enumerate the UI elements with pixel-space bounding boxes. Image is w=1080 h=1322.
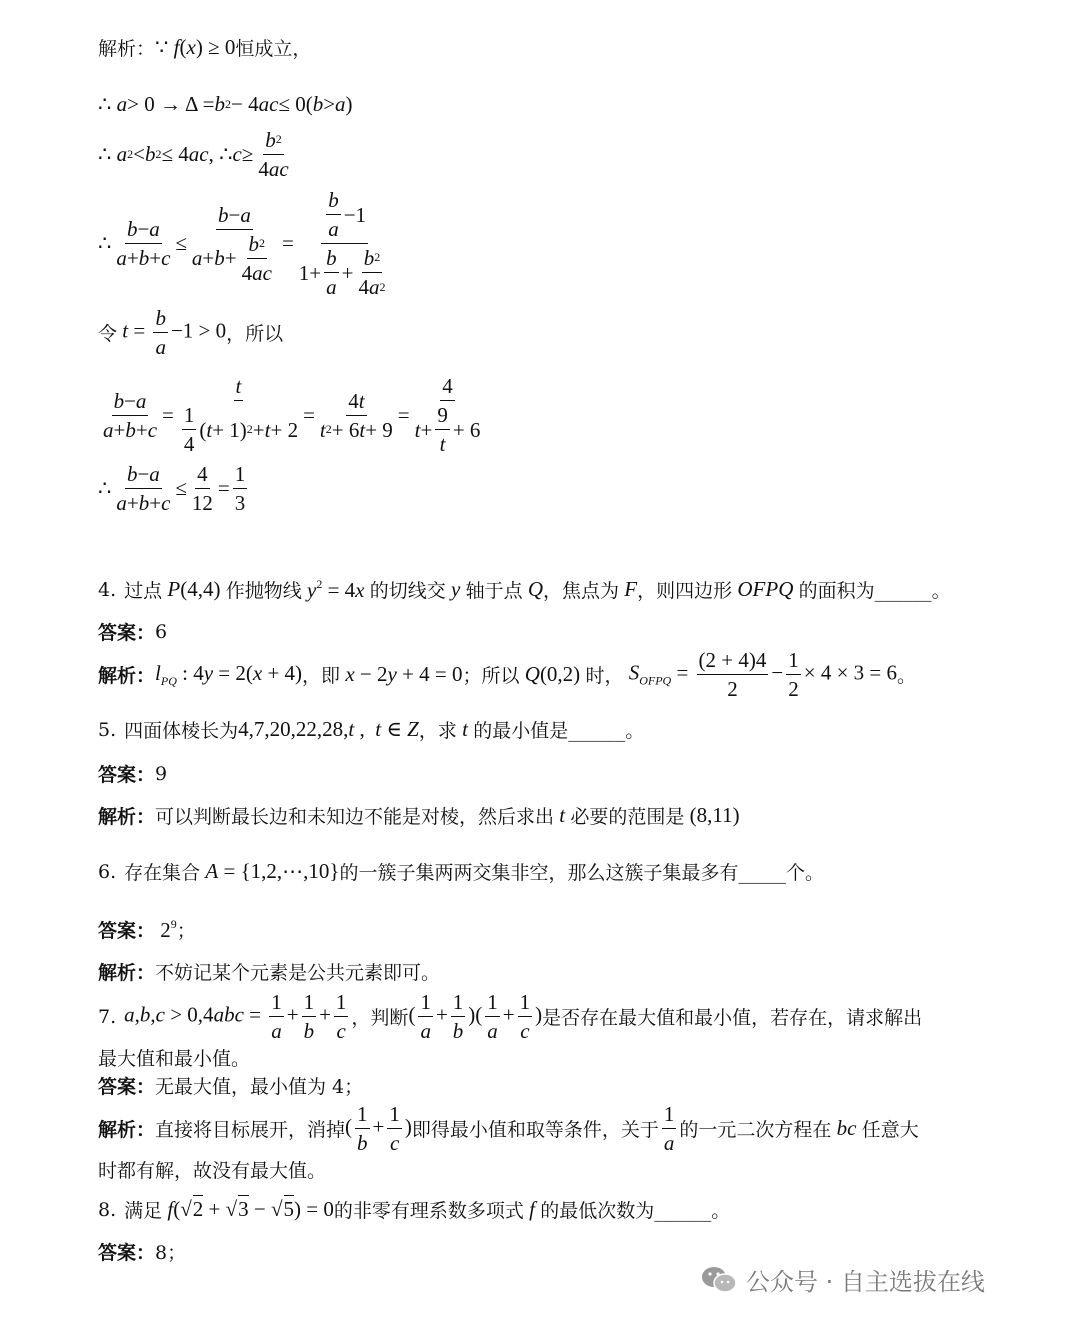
q8-text: 的非零有理系数多项式 bbox=[333, 1200, 524, 1222]
formula: ∴ a > 0 → Δ = b 2 − 4 ac ≤ 0( b > a ) bbox=[98, 92, 353, 116]
watermark-text: 公众号 · 自主选拔在线 bbox=[746, 1268, 985, 1296]
formula: $S_{OFPQ}$ = $\frac{(2 + 4)4}{2}$ − $\frac{1}{2}$ × 4 × 3 = 6 bbox=[628, 648, 898, 702]
sol3-intro bbox=[98, 34, 311, 61]
q4-question bbox=[98, 576, 951, 603]
analysis-label: 解析： bbox=[98, 38, 156, 60]
q4-text: 的切线交 bbox=[369, 580, 446, 602]
q8-question bbox=[98, 1196, 730, 1223]
formula: A = {1,2,⋯,10} bbox=[205, 859, 340, 883]
formula: b − a a + b + c = t $\frac{1}{4}$ ( t + 1) 2 + t + 2 = 4 t t 2 + 6 t + 9 = 4 t + $\frac{9}{t}$ + 6 bbox=[103, 374, 481, 457]
analysis-label: 解析： bbox=[98, 1119, 156, 1142]
answer-value: 9 bbox=[155, 762, 168, 785]
formula: y bbox=[445, 577, 466, 601]
formula: t bbox=[554, 803, 571, 827]
so-text: ，所以 bbox=[226, 323, 284, 346]
formula: ∴ a 2 < b 2 ≤ 4 ac , ∴ c ≥ b 2 4 ac bbox=[98, 128, 289, 182]
q8-text: 的最低次数为______。 bbox=[540, 1200, 731, 1222]
q5-text: ，求 bbox=[418, 720, 457, 742]
analysis-label: 解析： bbox=[98, 806, 156, 828]
q6-text: 存在集合 bbox=[124, 862, 201, 884]
q4-text: 轴于点 bbox=[465, 580, 523, 602]
q5-text: 的最小值是______。 bbox=[473, 720, 645, 742]
q7-text: ，判断 bbox=[351, 1007, 409, 1030]
formula: Q bbox=[522, 577, 544, 601]
formula: ∴ b − a a + b + c ≤ b − a a + b + b 2 4 ac = $\frac{b}{a}$ −1 1+ $\frac{b}{a}$ + b 2 4 a 2 bbox=[98, 188, 386, 300]
formula: bc bbox=[831, 1116, 862, 1141]
q6-analysis-text: 不妨记某个元素是公共元素即可。 bbox=[155, 962, 441, 984]
q7-number: 7. bbox=[98, 1005, 117, 1028]
formula: $\frac{1}{a}$ bbox=[663, 1102, 675, 1156]
let-text: 令 bbox=[98, 323, 118, 346]
q7-text: 最大值和最小值。 bbox=[98, 1048, 251, 1070]
q4-sol-text: ，即 bbox=[302, 665, 341, 688]
sol3-let bbox=[98, 306, 283, 359]
watermark bbox=[700, 1262, 985, 1297]
q7-text: 是否存在最大值和最小值，若存在，请求解出 bbox=[542, 1007, 923, 1030]
q4-analysis bbox=[98, 648, 916, 701]
answer-label: 答案： bbox=[98, 1242, 156, 1264]
q7-analysis bbox=[98, 1102, 919, 1155]
q4-sol-text: ；所以 bbox=[462, 665, 520, 688]
q5-number: 5. bbox=[98, 718, 117, 741]
q4-sol-text: 。 bbox=[897, 665, 917, 688]
answer-label: 答案： bbox=[98, 1076, 156, 1098]
q7-question bbox=[98, 990, 922, 1043]
formula: $l_{PQ}$ : 4y = 2(x + 4) bbox=[155, 660, 303, 688]
answer-label: 答案： bbox=[98, 622, 156, 644]
q4-sol-text: 时， bbox=[585, 665, 624, 688]
q7-sol-text: 直接将目标展开，消掉 bbox=[155, 1119, 346, 1142]
q6-analysis bbox=[98, 958, 440, 985]
q4-text: ，则四边形 bbox=[637, 580, 733, 602]
q7-sol-text: 时都有解，故没有最大值。 bbox=[98, 1160, 327, 1182]
sol3-intro-text: 恒成立， bbox=[235, 38, 312, 60]
formula: $2^9$ bbox=[155, 916, 177, 942]
q5-sol-text: 可以判断最长边和未知边不能是对棱，然后求出 bbox=[155, 806, 555, 828]
q4-text: 的面积为______。 bbox=[798, 580, 951, 602]
formula: (8,11) bbox=[684, 803, 740, 827]
q5-question bbox=[98, 716, 644, 743]
q6-question bbox=[98, 858, 824, 885]
q4-number: 4. bbox=[98, 578, 117, 601]
formula: ∴ b − a a + b + c ≤ $\frac{4}{12}$ = $\frac{1}{3}$ bbox=[98, 462, 246, 516]
q6-answer bbox=[98, 916, 196, 943]
q8-answer bbox=[98, 1238, 186, 1265]
answer-value: 无最大值，最小值为 4； bbox=[155, 1076, 364, 1098]
q5-sol-text: 必要的范围是 bbox=[570, 806, 685, 828]
q4-answer bbox=[98, 618, 167, 645]
formula: a,b,c > 0,4abc = $\frac{1}{a}$ + $\frac{1}{b}$ + $\frac{1}{c}$ bbox=[124, 990, 347, 1044]
q6-answer-suffix: ； bbox=[176, 920, 196, 942]
q7-sol-text: 的一元二次方程在 bbox=[679, 1119, 832, 1142]
q8-text: 满足 bbox=[124, 1200, 163, 1222]
q6-text: 的一簇子集两两交集非空，那么这簇子集最多有_____个。 bbox=[339, 862, 825, 884]
wechat-icon bbox=[700, 1264, 738, 1296]
answer-label: 答案： bbox=[98, 920, 156, 942]
formula: x − 2y + 4 = 0 bbox=[345, 662, 463, 687]
formula: OFPQ bbox=[732, 577, 799, 601]
q5-answer bbox=[98, 760, 167, 787]
answer-label: 答案： bbox=[98, 764, 156, 786]
formula: Q(0,2) bbox=[524, 662, 586, 687]
q5-text: 四面体棱长为 bbox=[124, 720, 239, 742]
analysis-label: 解析： bbox=[98, 665, 156, 688]
formula: F bbox=[619, 577, 638, 601]
formula: $y^2 = 4x$ bbox=[307, 576, 365, 602]
q4-text: 过点 bbox=[124, 580, 163, 602]
formula: ∵ f(x) ≥ 0 bbox=[155, 35, 236, 59]
answer-value: 6 bbox=[155, 620, 168, 643]
formula: t bbox=[456, 717, 474, 741]
formula: P(4,4) bbox=[167, 577, 226, 601]
q7-sol-text: 任意大 bbox=[861, 1119, 919, 1142]
q7-question-cont bbox=[98, 1044, 250, 1071]
formula: ( $\frac{1}{b}$ + $\frac{1}{c}$ ) bbox=[345, 1102, 412, 1156]
q4-text: 作抛物线 bbox=[225, 580, 302, 602]
q7-analysis-cont bbox=[98, 1156, 326, 1183]
formula: f(√2 + √3 − √5) = 0 bbox=[167, 1197, 334, 1221]
q6-number: 6. bbox=[98, 860, 117, 883]
q7-sol-text: 即得最小值和取等条件，关于 bbox=[411, 1119, 659, 1142]
q4-text: ，焦点为 bbox=[543, 580, 620, 602]
formula: 4,7,20,22,28,t , t ∈ Z bbox=[238, 717, 419, 741]
q7-answer bbox=[98, 1072, 363, 1099]
formula: ( $\frac{1}{a}$ + $\frac{1}{b}$ )( $\frac{1}{a}$ + $\frac{1}{c}$ ) bbox=[408, 990, 543, 1044]
analysis-label: 解析： bbox=[98, 962, 156, 984]
formula: t = $\frac{b}{a}$ −1 > 0 bbox=[117, 306, 227, 360]
q5-analysis bbox=[98, 802, 740, 829]
answer-value: 8； bbox=[155, 1242, 187, 1264]
formula: f bbox=[523, 1197, 541, 1221]
q8-number: 8. bbox=[98, 1198, 117, 1221]
